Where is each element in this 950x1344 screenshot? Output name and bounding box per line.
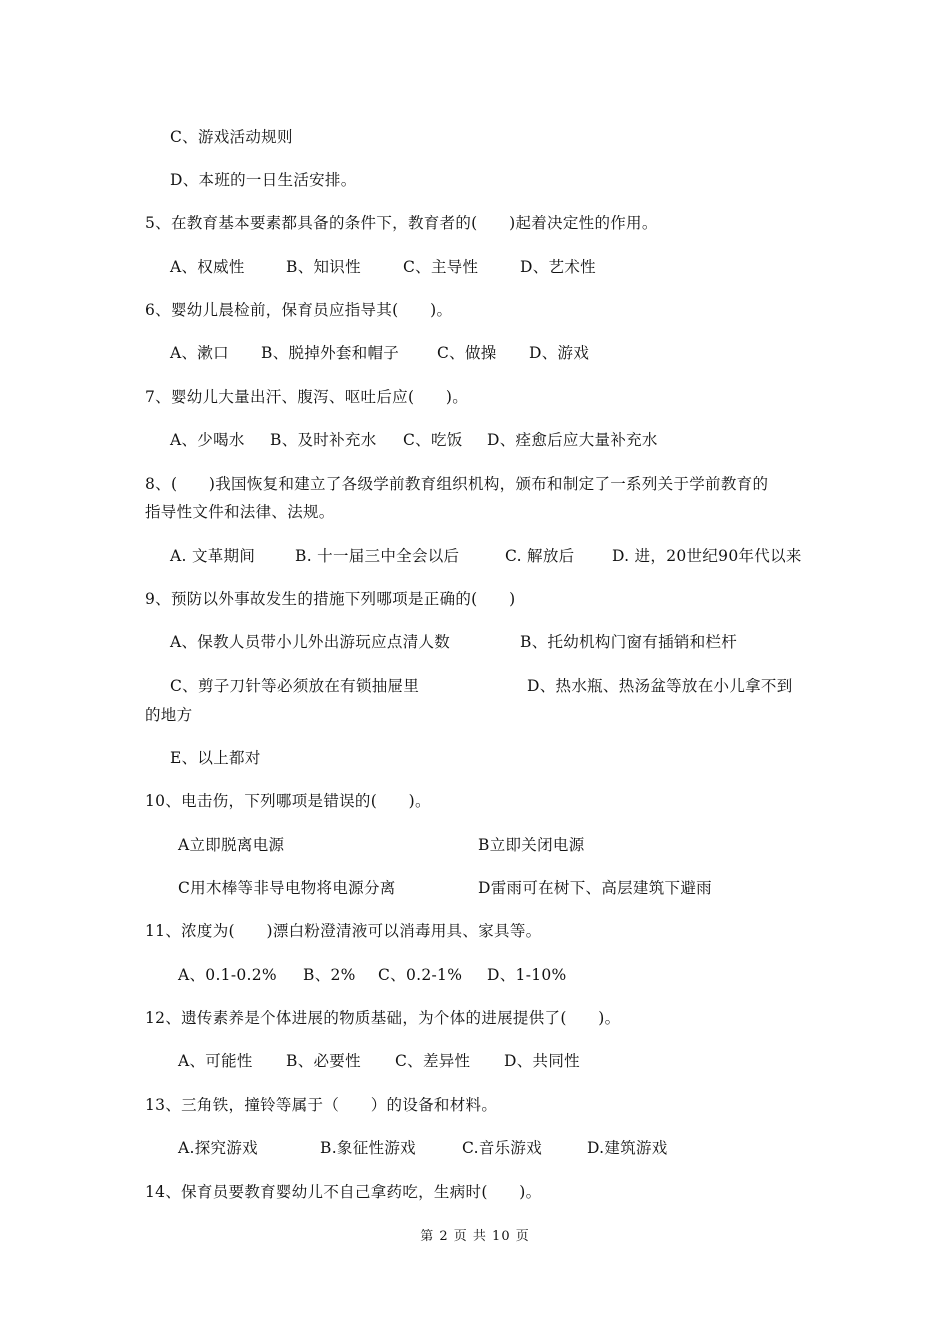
question-11-option-b: B、2% [303,966,356,984]
question-7-option-c: C、吃饭 [403,431,463,449]
question-13-option-b: B.象征性游戏 [320,1139,416,1157]
question-9-option-d-continued: 的地方 [145,706,193,724]
question-13-option-d: D.建筑游戏 [587,1139,668,1157]
question-5-option-c: C、主导性 [403,258,479,276]
question-10-option-d: D雷雨可在树下、高层建筑下避雨 [478,879,712,897]
question-8-stem-line-1: 8、( )我国恢复和建立了各级学前教育组织机构，颁布和制定了一系列关于学前教育的 [145,475,769,493]
question-10-stem: 10、电击伤，下列哪项是错误的( )。 [145,792,431,810]
question-7-option-b: B、及时补充水 [270,431,377,449]
question-13-stem: 13、三角铁，撞铃等属于（ ）的设备和材料。 [145,1096,498,1114]
question-10-option-c: C用木棒等非导电物将电源分离 [178,879,396,897]
question-6-option-c: C、做操 [437,344,497,362]
question-12-option-b: B、必要性 [286,1052,361,1070]
page-number-footer: 第 2 页 共 10 页 [420,1229,530,1244]
question-7-option-d: D、痊愈后应大量补充水 [487,431,658,449]
question-13-option-c: C.音乐游戏 [462,1139,543,1157]
question-12-option-a: A、可能性 [178,1052,253,1070]
question-5-option-d: D、艺术性 [520,258,596,276]
question-10-option-a: A立即脱离电源 [178,836,285,854]
question-12-option-c: C、差异性 [395,1052,471,1070]
question-11-stem: 11、浓度为( )漂白粉澄清液可以消毒用具、家具等。 [145,922,542,940]
question-9-option-e: E、以上都对 [170,749,261,767]
question-7-stem: 7、婴幼儿大量出汗、腹泻、呕吐后应( )。 [145,388,469,406]
question-11-option-d: D、1-10% [487,966,567,984]
question-9-option-d: D、热水瓶、热汤盆等放在小儿拿不到 [527,677,793,695]
question-4-option-c: C、游戏活动规则 [170,128,293,146]
question-9-option-b: B、托幼机构门窗有插销和栏杆 [520,633,738,651]
question-8-option-b: B. 十一届三中全会以后 [295,547,460,565]
question-12-option-d: D、共同性 [504,1052,580,1070]
question-5-option-a: A、权威性 [170,258,245,276]
question-9-option-c: C、剪子刀针等必须放在有锁抽屉里 [170,677,420,695]
question-8-option-c: C. 解放后 [505,547,575,565]
question-9-stem: 9、预防以外事故发生的措施下列哪项是正确的( ) [145,590,516,608]
question-11-option-c: C、0.2-1% [378,966,463,984]
question-9-option-a: A、保教人员带小儿外出游玩应点清人数 [170,633,451,651]
question-6-option-d: D、游戏 [529,344,590,362]
question-7-option-a: A、少喝水 [170,431,245,449]
question-11-option-a: A、0.1-0.2% [178,966,277,984]
question-6-option-b: B、脱掉外套和帽子 [261,344,400,362]
question-14-stem: 14、保育员要教育婴幼儿不自己拿药吃，生病时( )。 [145,1183,542,1201]
question-8-option-d: D. 进，20世纪90年代以来 [612,547,802,565]
question-12-stem: 12、遗传素养是个体进展的物质基础，为个体的进展提供了( )。 [145,1009,621,1027]
question-6-option-a: A、漱口 [170,344,229,362]
question-6-stem: 6、婴幼儿晨检前，保育员应指导其( )。 [145,301,453,319]
question-13-option-a: A.探究游戏 [178,1139,258,1157]
question-8-option-a: A. 文革期间 [170,547,256,565]
question-4-option-d: D、本班的一日生活安排。 [170,171,357,189]
question-5-option-b: B、知识性 [286,258,361,276]
question-10-option-b: B立即关闭电源 [478,836,585,854]
question-8-stem-line-2: 指导性文件和法律、法规。 [145,503,335,521]
question-5-stem: 5、在教育基本要素都具备的条件下，教育者的( )起着决定性的作用。 [145,214,658,232]
